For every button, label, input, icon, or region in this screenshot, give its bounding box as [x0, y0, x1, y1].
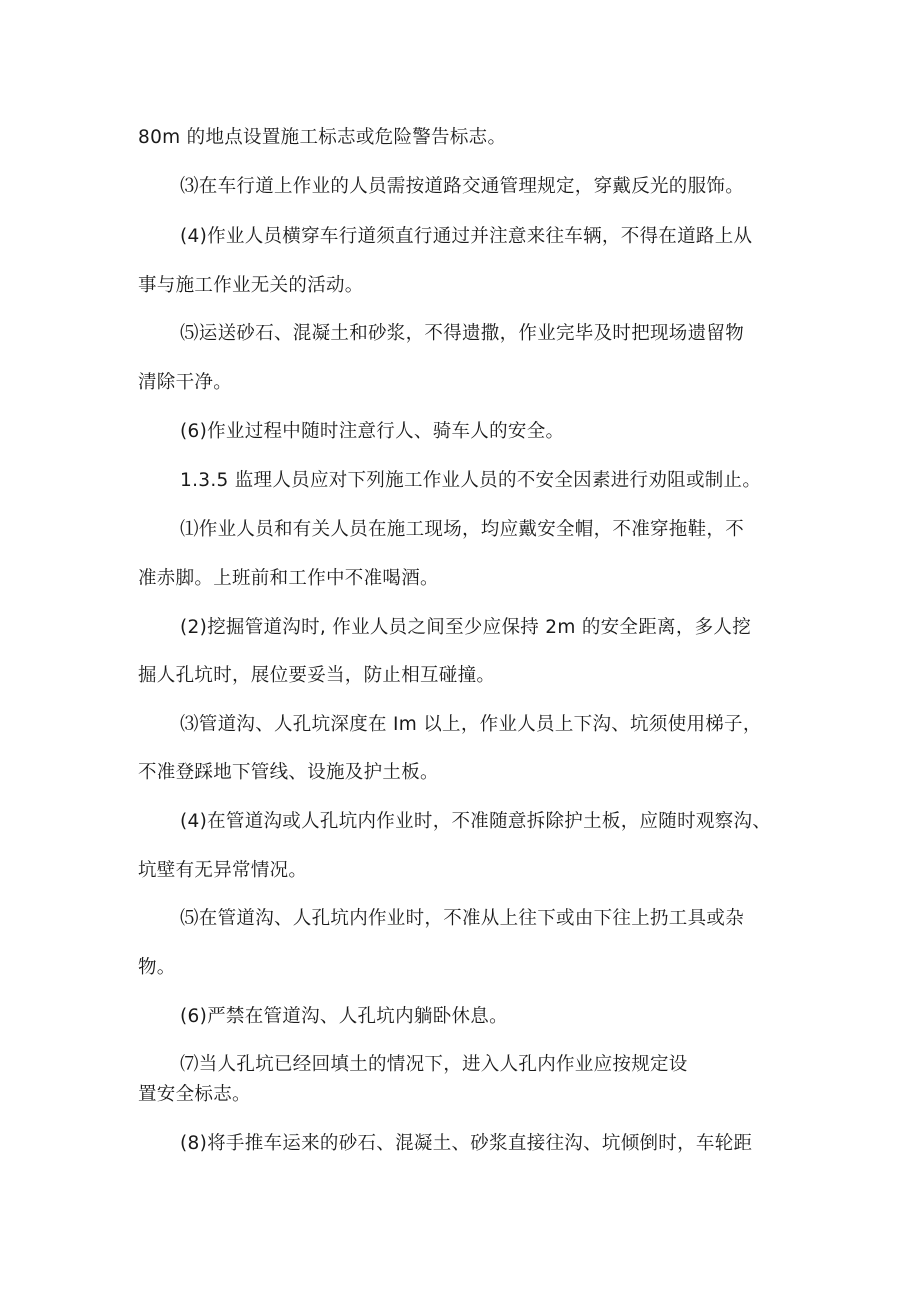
text-line-3: (4)作业人员横穿车行道须直行通过并注意来往车辆，不得在道路上从: [180, 226, 753, 247]
text-line-14: 不准登踩地下管线、设施及护土板。: [138, 762, 439, 783]
text-line-15: (4)在管道沟或人孔坑内作业时，不准随意拆除护土板，应随时观察沟、: [180, 811, 772, 832]
text-line-6: 清除干净。: [138, 372, 233, 393]
section-heading: 1.3.5 监理人员应对下列施工作业人员的不安全因素进行劝阻或制止。: [180, 470, 762, 491]
text-line-7: (6)作业过程中随时注意行人、骑车人的安全。: [180, 421, 565, 442]
text-line-21: 置安全标志。: [138, 1084, 251, 1105]
text-line-16: 坑壁有无异常情况。: [138, 860, 308, 881]
text-line-18: 物。: [138, 957, 176, 978]
text-line-22: (8)将手推车运来的砂石、混凝土、砂浆直接往沟、坑倾倒时，车轮距: [180, 1133, 753, 1154]
text-line-13: ⑶管道沟、人孔坑深度在 Im 以上，作业人员上下沟、坑须使用梯子，: [180, 714, 762, 735]
text-line-2: ⑶在车行道上作业的人员需按道路交通管理规定，穿戴反光的服饰。: [180, 176, 745, 197]
text-line-19: (6)严禁在管道沟、人孔坑内躺卧休息。: [180, 1006, 508, 1027]
text-line-1: 80m 的地点设置施工标志或危险警告标志。: [138, 127, 507, 148]
text-line-5: ⑸运送砂石、混凝土和砂浆，不得遗撒，作业完毕及时把现场遗留物: [180, 323, 745, 344]
text-line-11: (2)挖掘管道沟时, 作业人员之间至少应保持 2m 的安全距离，多人挖: [180, 617, 752, 638]
text-line-12: 掘人孔坑时，展位要妥当，防止相互碰撞。: [138, 665, 496, 686]
text-line-20: ⑺当人孔坑已经回填土的情况下，进入人孔内作业应按规定设: [180, 1054, 688, 1075]
text-line-17: ⑸在管道沟、人孔坑内作业时，不准从上往下或由下往上扔工具或杂: [180, 908, 745, 929]
text-line-10: 准赤脚。上班前和工作中不准喝酒。: [138, 568, 439, 589]
text-line-9: ⑴作业人员和有关人员在施工现场，均应戴安全帽，不准穿拖鞋，不: [180, 519, 745, 540]
text-line-4: 事与施工作业无关的活动。: [138, 275, 364, 296]
